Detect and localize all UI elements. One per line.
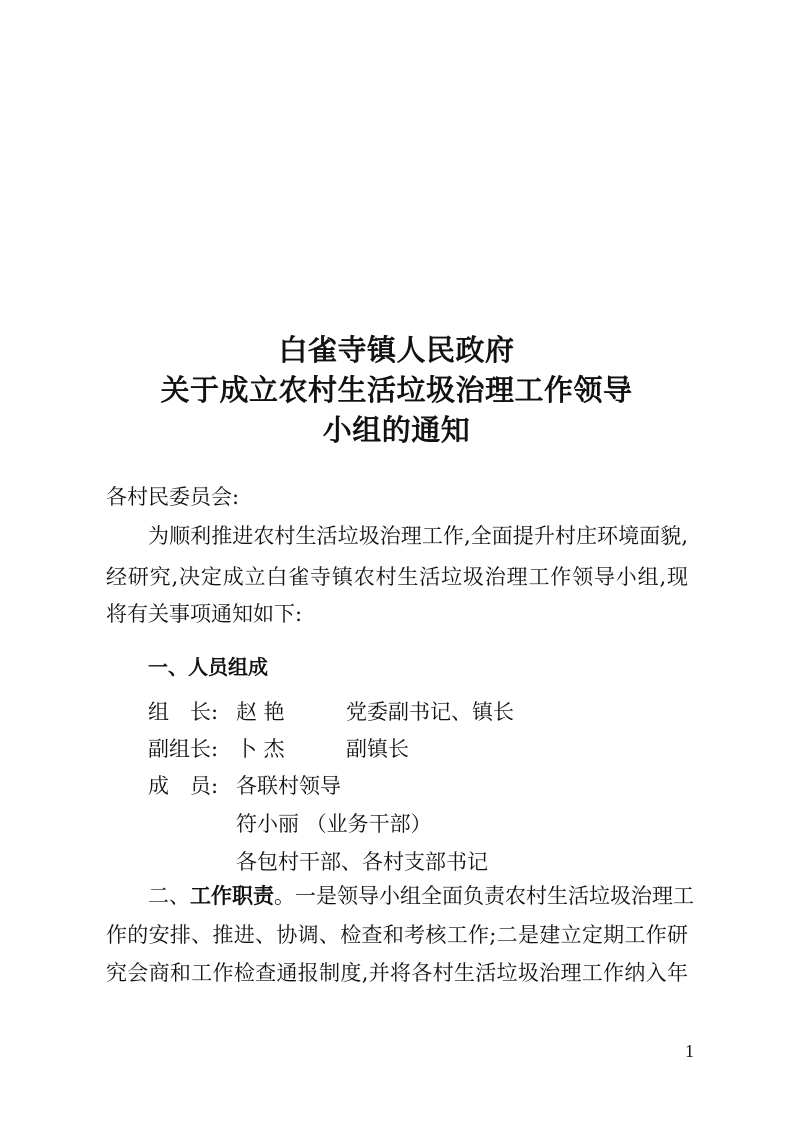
member-item: 各联村领导 [236, 774, 341, 798]
leader-name: 赵 艳 [236, 700, 285, 724]
section2-line-1-rest: 。一是领导小组全面负责农村生活垃圾治理工 [274, 884, 694, 908]
leader-label: 组 长: [148, 700, 219, 724]
section2-line-3: 究会商和工作检查通报制度,并将各村生活垃圾治理工作纳入年 [106, 961, 688, 985]
leader-role: 党委副书记、镇长 [346, 700, 514, 724]
member-item: 符小丽 （业务干部） [236, 812, 432, 836]
deputy-label: 副组长: [148, 737, 219, 761]
member-item: 各包村干部、各村支部书记 [236, 850, 488, 874]
section2-heading: 工作职责 [190, 884, 274, 908]
title-line-2: 关于成立农村生活垃圾治理工作领导 [160, 373, 633, 407]
section2-line-1 [148, 882, 694, 910]
deputy-row [148, 735, 409, 763]
deputy-name: 卜 杰 [236, 737, 285, 761]
intro-line-3: 将有关事项通知如下: [106, 602, 303, 626]
section1-heading: 一、人员组成 [148, 655, 268, 679]
intro-line-2: 经研究,决定成立白雀寺镇农村生活垃圾治理工作领导小组,现 [106, 565, 688, 589]
title-line-3: 小组的通知 [322, 413, 471, 447]
members-label: 成 员: [148, 774, 219, 798]
section2-line-2: 作的安排、推进、协调、检查和考核工作;二是建立定期工作研 [106, 923, 688, 947]
salutation: 各村民委员会: [106, 485, 240, 509]
deputy-role: 副镇长 [346, 737, 409, 761]
page-number: 1 [685, 1041, 694, 1061]
members-row [148, 772, 341, 800]
section2-heading-prefix: 二、 [148, 884, 190, 908]
leader-row [148, 698, 514, 726]
title-line-1: 白雀寺镇人民政府 [278, 333, 515, 367]
intro-line-1: 为顺利推进农村生活垃圾治理工作,全面提升村庄环境面貌, [148, 524, 688, 548]
